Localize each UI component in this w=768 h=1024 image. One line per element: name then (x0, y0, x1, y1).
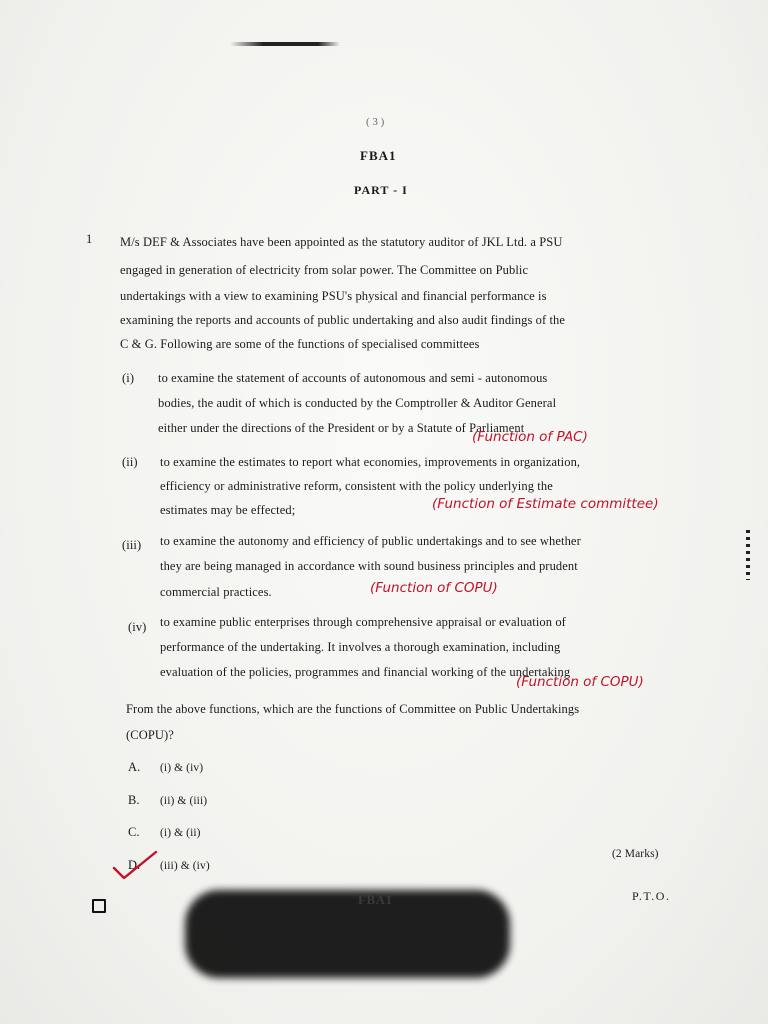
intro-line: examining the reports and accounts of public undertaking and also audit findings of the (120, 313, 566, 327)
handwritten-annotation: (Function of PAC) (472, 429, 588, 445)
margin-binding-marks (746, 530, 750, 580)
item-marker: (iii) (122, 538, 142, 552)
handwritten-annotation: (Function of Estimate committee) (432, 496, 659, 512)
item-line: bodies, the audit of which is conducted by the Comptroller & Auditor General (158, 396, 557, 410)
item-line: evaluation of the policies, programmes and financial working of the undertaking (160, 665, 571, 679)
intro-line: undertakings with a view to examining PSU's physical and financial performance is (120, 289, 547, 303)
item-line: to examine public enterprises through comprehensive appraisal or evaluation of (160, 615, 566, 629)
item-marker: (i) (122, 371, 135, 385)
option-text: (i) & (ii) (160, 827, 201, 839)
question-number: 1 (86, 232, 93, 246)
item-line: to examine the statement of accounts of autonomous and semi - autonomous (158, 371, 548, 385)
option-letter: A. (128, 760, 141, 774)
item-line: to examine the autonomy and efficiency of public undertakings and to see whether (160, 534, 581, 548)
checkmark-icon (112, 848, 162, 884)
item-marker: (iv) (128, 620, 147, 634)
item-line: efficiency or administrative reform, consistent with the policy underlying the (160, 479, 553, 493)
item-marker: (ii) (122, 455, 138, 469)
intro-line: engaged in generation of electricity from solar power. The Committee on Public (120, 263, 529, 277)
item-line: they are being managed in accordance with sound business principles and prudent (160, 559, 578, 573)
page-number: ( 3 ) (366, 116, 385, 128)
paper-code-header: FBA1 (360, 148, 397, 163)
handwritten-annotation: (Function of COPU) (516, 674, 644, 690)
question-prompt: From the above functions, which are the functions of Committee on Public Undertakings (126, 702, 580, 716)
option-text: (i) & (iv) (160, 762, 204, 774)
intro-line: C & G. Following are some of the functions of specialised committees (120, 337, 480, 351)
handwritten-annotation: (Function of COPU) (370, 580, 498, 596)
option-letter: C. (128, 825, 140, 839)
item-line: estimates may be effected; (160, 503, 296, 517)
checkbox-icon (92, 899, 106, 913)
item-line: performance of the undertaking. It involves a thorough examination, including (160, 640, 561, 654)
pto-label: P.T.O. (632, 889, 671, 903)
option-letter: B. (128, 793, 140, 807)
question-prompt: (COPU)? (126, 728, 174, 742)
item-line: to examine the estimates to report what economies, improvements in organization, (160, 455, 581, 469)
item-line: either under the directions of the President or by a Statute of Parliament (158, 421, 525, 435)
footer-paper-code: FBA1 (358, 892, 393, 907)
item-line: commercial practices. (160, 585, 272, 599)
scan-shadow (185, 890, 510, 978)
part-heading: PART - I (354, 183, 408, 197)
option-letter: D. (128, 858, 141, 872)
option-text: (iii) & (iv) (160, 860, 210, 872)
option-text: (ii) & (iii) (160, 795, 208, 807)
intro-line: M/s DEF & Associates have been appointed as the statutory auditor of JKL Ltd. a PSU (120, 235, 563, 249)
marks-label: (2 Marks) (612, 848, 659, 860)
scan-smudge (230, 42, 340, 46)
